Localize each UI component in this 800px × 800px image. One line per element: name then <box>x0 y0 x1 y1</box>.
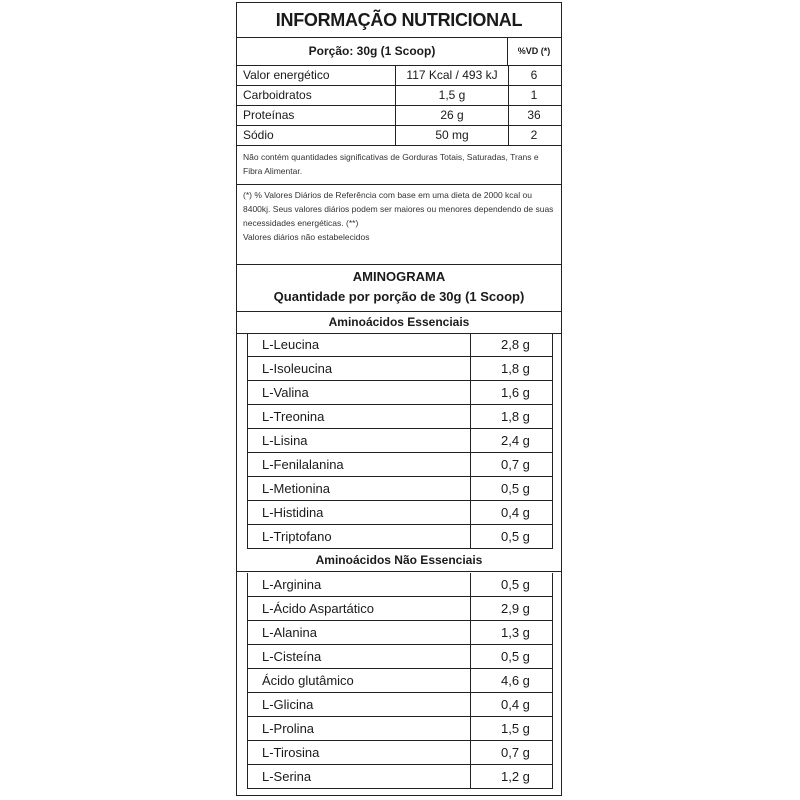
amino-row <box>247 741 553 765</box>
amino-value: 2,4 g <box>470 429 552 452</box>
nutrient-name: Valor energético <box>243 68 330 82</box>
nutrient-name: Carboidratos <box>243 88 312 102</box>
amino-name: L-Ácido Aspartático <box>262 601 375 616</box>
nutrient-amount: 26 g <box>395 105 509 125</box>
nutrient-vd: 6 <box>530 68 538 82</box>
amino-name: L-Fenilalanina <box>262 457 344 472</box>
amino-name: L-Cisteína <box>262 649 322 664</box>
amino-value: 0,5 g <box>470 477 552 500</box>
portion-row <box>237 37 561 66</box>
amino-name: L-Metionina <box>262 481 330 496</box>
nutrient-vd: 36 <box>527 108 541 122</box>
amino-row <box>247 645 553 669</box>
amino-row <box>247 765 553 789</box>
amino-value: 1,2 g <box>470 765 552 788</box>
nutrient-amount: 1,5 g <box>395 85 509 105</box>
amino-name: Ácido glutâmico <box>262 673 354 688</box>
amino-row <box>247 357 553 381</box>
amino-row <box>247 525 553 549</box>
amino-row <box>247 381 553 405</box>
amino-value: 0,7 g <box>470 453 552 476</box>
label-title: INFORMAÇÃO NUTRICIONAL <box>237 3 561 38</box>
amino-value: 1,5 g <box>470 717 552 740</box>
note-reference: (*) % Valores Diários de Referência com base em uma dieta de 2000 kcal ou 8400kj. Seus valores diários podem ser maiores ou menores dependendo de suas necessidades energéticas. (**) <box>243 190 554 228</box>
nutrient-amount: 117 Kcal / 493 kJ <box>395 65 509 85</box>
amino-row <box>247 597 553 621</box>
nutrient-row <box>237 125 561 146</box>
amino-value: 0,5 g <box>470 573 552 596</box>
nutrient-row <box>237 105 561 126</box>
amino-value: 1,8 g <box>470 405 552 428</box>
nutrient-name: Proteínas <box>243 108 295 122</box>
amino-row <box>247 501 553 525</box>
amino-name: L-Valina <box>262 385 309 400</box>
amino-row <box>247 669 553 693</box>
nutrient-row <box>237 65 561 86</box>
vd-header: %VD (*) <box>517 46 551 56</box>
amino-value: 1,8 g <box>470 357 552 380</box>
amino-name: L-Leucina <box>262 337 320 352</box>
amino-value: 2,8 g <box>470 333 552 356</box>
aminogram-title: AMINOGRAMA <box>352 269 446 284</box>
amino-name: L-Histidina <box>262 505 324 520</box>
amino-name: L-Treonina <box>262 409 325 424</box>
essential-header: Aminoácidos Essenciais <box>237 311 561 334</box>
aminogram-subtitle: Quantidade por porção de 30g (1 Scoop) <box>273 289 525 304</box>
amino-row <box>247 717 553 741</box>
amino-row <box>247 429 553 453</box>
amino-name: L-Triptofano <box>262 529 332 544</box>
amino-name: L-Prolina <box>262 721 315 736</box>
portion-label: Porção: 30g (1 Scoop) <box>237 37 508 65</box>
note-not-established: Valores diários não estabelecidos <box>243 232 370 242</box>
nonessential-header: Aminoácidos Não Essenciais <box>237 549 561 572</box>
amino-name: L-Lisina <box>262 433 308 448</box>
amino-row <box>247 477 553 501</box>
amino-row <box>247 453 553 477</box>
amino-name: L-Tirosina <box>262 745 320 760</box>
amino-row <box>247 333 553 357</box>
amino-row <box>247 573 553 597</box>
amino-name: L-Glicina <box>262 697 314 712</box>
amino-value: 2,9 g <box>470 597 552 620</box>
amino-name: L-Alanina <box>262 625 317 640</box>
amino-value: 1,6 g <box>470 381 552 404</box>
amino-value: 0,4 g <box>470 693 552 716</box>
note-insignificant: Não contém quantidades significativas de Gorduras Totais, Saturadas, Trans e Fibra Alimentar. <box>237 147 561 185</box>
nutrient-name: Sódio <box>243 128 274 142</box>
nutrient-row <box>237 85 561 106</box>
amino-value: 1,3 g <box>470 621 552 644</box>
amino-name: L-Isoleucina <box>262 361 333 376</box>
amino-row <box>247 621 553 645</box>
nutrient-vd: 2 <box>530 128 538 142</box>
amino-value: 0,5 g <box>470 525 552 548</box>
amino-row <box>247 693 553 717</box>
nutrition-label <box>236 2 562 796</box>
amino-value: 0,5 g <box>470 645 552 668</box>
amino-value: 4,6 g <box>470 669 552 692</box>
amino-value: 0,7 g <box>470 741 552 764</box>
amino-row <box>247 405 553 429</box>
note-reference-block <box>237 185 561 265</box>
amino-value: 0,4 g <box>470 501 552 524</box>
amino-name: L-Arginina <box>262 577 322 592</box>
nutrient-amount: 50 mg <box>395 125 509 145</box>
nutrient-vd: 1 <box>530 88 538 102</box>
amino-name: L-Serina <box>262 769 312 784</box>
